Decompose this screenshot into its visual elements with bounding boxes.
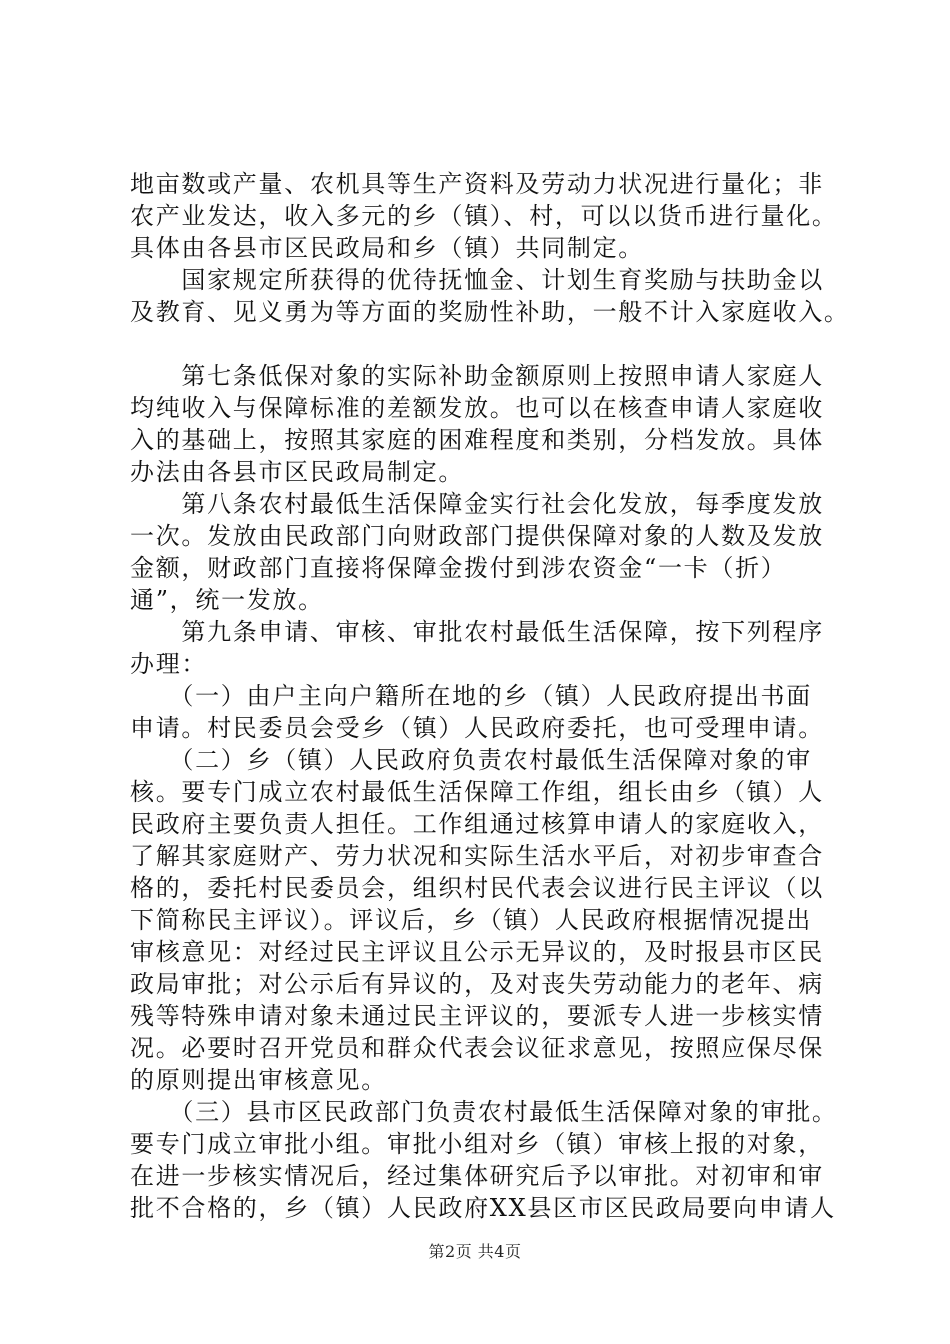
text-line: 一次。发放由民政部门向财政部门提供保障对象的人数及发放 xyxy=(130,522,824,550)
text-line: 地亩数或产量、农机具等生产资料及劳动力状况进行量化；非 xyxy=(130,170,824,198)
paragraph-gap xyxy=(130,328,850,360)
text-line: 的原则提出审核意见。 xyxy=(130,1066,387,1094)
text-line: 在进一步核实情况后，经过集体研究后予以审批。对初审和审 xyxy=(130,1162,824,1190)
text-line: 办法由各县市区民政局制定。 xyxy=(130,458,465,486)
text-line: 第九条申请、审核、审批农村最低生活保障，按下列程序 xyxy=(130,618,824,646)
text-line: 第八条农村最低生活保障金实行社会化发放，每季度发放 xyxy=(130,490,824,518)
text-line: 况。必要时召开党员和群众代表会议征求意见，按照应保尽保 xyxy=(130,1034,824,1062)
text-line: 第七条低保对象的实际补助金额原则上按照申请人家庭人 xyxy=(130,362,824,390)
text-line: 及教育、见义勇为等方面的奖励性补助，一般不计入家庭收入。 xyxy=(130,298,850,326)
text-line: （三）县市区民政部门负责农村最低生活保障对象的审批。 xyxy=(130,1098,838,1126)
text-line: （二）乡（镇）人民政府负责农村最低生活保障对象的审 xyxy=(130,746,812,774)
text-line: 具体由各县市区民政局和乡（镇）共同制定。 xyxy=(130,234,644,262)
text-line: 金额，财政部门直接将保障金拨付到涉农资金“一卡（折） xyxy=(130,554,787,582)
text-line: （一）由户主向户籍所在地的乡（镇）人民政府提出书面 xyxy=(130,682,812,710)
text-line: 国家规定所获得的优待抚恤金、计划生育奖励与扶助金以 xyxy=(130,266,824,294)
text-line: 均纯收入与保障标准的差额发放。也可以在核查申请人家庭收 xyxy=(130,394,824,422)
text-line: 要专门成立审批小组。审批小组对乡（镇）审核上报的对象， xyxy=(130,1130,824,1158)
text-line: 下简称民主评议）。评议后，乡（镇）人民政府根据情况提出 xyxy=(130,906,812,934)
page-number-footer: 第2页 共4页 xyxy=(428,1242,522,1261)
text-line: 残等特殊申请对象未通过民主评议的，要派专人进一步核实情 xyxy=(130,1002,824,1030)
text-line: 了解其家庭财产、劳力状况和实际生活水平后，对初步审查合 xyxy=(130,842,824,870)
text-line: 办理： xyxy=(130,650,208,678)
text-line: 审核意见：对经过民主评议且公示无异议的，及时报县市区民 xyxy=(130,938,824,966)
text-line: 申请。村民委员会受乡（镇）人民政府委托，也可受理申请。 xyxy=(130,714,824,742)
text-line: 民政府主要负责人担任。工作组通过核算申请人的家庭收入， xyxy=(130,810,824,838)
text-line: 政局审批；对公示后有异议的，及对丧失劳动能力的老年、病 xyxy=(130,970,824,998)
text-line: 批不合格的，乡（镇）人民政府XX县区市区民政局要向申请人 xyxy=(130,1194,836,1222)
text-line: 农产业发达，收入多元的乡（镇）、村，可以以货币进行量化。 xyxy=(130,202,838,230)
text-line: 格的，委托村民委员会，组织村民代表会议进行民主评议（以 xyxy=(130,874,824,902)
text-line: 核。要专门成立农村最低生活保障工作组，组长由乡（镇）人 xyxy=(130,778,824,806)
document-body xyxy=(130,168,850,1224)
text-line: 通”，统一发放。 xyxy=(130,586,324,614)
text-line: 入的基础上，按照其家庭的困难程度和类别，分档发放。具体 xyxy=(130,426,824,454)
